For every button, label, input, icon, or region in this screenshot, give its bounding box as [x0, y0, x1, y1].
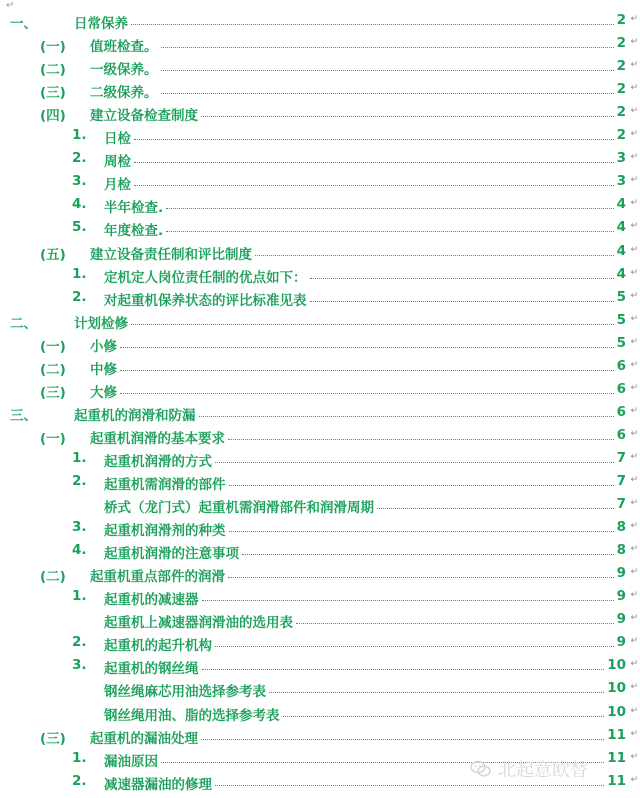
toc-entry[interactable]: [0, 147, 640, 169]
toc-page-number: 4: [616, 265, 626, 282]
paragraph-mark: ↵: [630, 313, 638, 324]
toc-entry[interactable]: [0, 124, 640, 146]
toc-leader-dots: [201, 116, 614, 117]
toc-leader-dots: [166, 208, 614, 209]
toc-entry-number: (五): [40, 246, 66, 263]
toc-entry[interactable]: [0, 78, 640, 100]
toc-entry-title: 年度检查.: [104, 223, 164, 240]
toc-entry-title: 起重机需润滑的部件: [104, 477, 226, 493]
toc-leader-dots: [134, 185, 614, 186]
toc-entry-title: 计划检修: [74, 315, 128, 332]
toc-entry[interactable]: [0, 424, 640, 446]
paragraph-mark: ↵: [630, 382, 638, 393]
toc-entry-number: 3.: [72, 657, 87, 674]
paragraph-mark: ↵: [630, 751, 638, 762]
toc-entry-number: (二): [40, 569, 66, 586]
toc-page-number: 2: [616, 104, 626, 121]
toc-entry-title: 起重机的起升机构: [104, 638, 212, 655]
paragraph-mark: ↵: [630, 728, 638, 739]
toc-entry-number: 2.: [72, 772, 87, 789]
toc-entry-number: (三): [40, 384, 66, 401]
toc-leader-dots: [215, 646, 614, 647]
toc-page-number: 11: [607, 726, 626, 743]
toc-leader-dots: [269, 692, 604, 693]
paragraph-mark: ↵: [630, 405, 638, 416]
toc-page-number: 6: [616, 403, 626, 420]
paragraph-mark: ↵: [630, 60, 638, 71]
paragraph-mark: ↵: [630, 451, 638, 462]
paragraph-mark: ↵: [630, 221, 638, 232]
toc-entry-number: 2.: [72, 150, 87, 167]
toc-entry-title: 起重机重点部件的润滑: [90, 569, 225, 586]
toc-entry[interactable]: [0, 493, 640, 515]
paragraph-mark: ↵: [630, 682, 638, 693]
toc-entry-number: 二、: [10, 315, 37, 332]
paragraph-mark: ↵: [630, 475, 638, 485]
toc-leader-dots: [131, 324, 614, 325]
toc-entry-title: 中修: [90, 361, 117, 378]
toc-entry-number: 3.: [72, 519, 87, 536]
toc-entry[interactable]: [0, 654, 640, 676]
toc-entry[interactable]: [0, 447, 640, 469]
toc-entry-title: 日检: [104, 131, 131, 148]
toc-entry[interactable]: [0, 608, 640, 630]
toc-entry[interactable]: [0, 516, 640, 538]
toc-entry-title: 起重机上减速器润滑油的选用表: [104, 615, 293, 632]
toc-page-number: 5: [616, 311, 626, 328]
toc-entry-number: 三、: [10, 407, 37, 424]
toc-page-number: 10: [607, 657, 626, 674]
toc-leader-dots: [161, 47, 614, 48]
toc-entry-title: 钢丝绳用油、脂的选择参考表: [104, 707, 280, 724]
toc-entry-title: 起重机润滑的注意事项: [104, 546, 239, 563]
toc-page-number: 5: [616, 334, 626, 351]
paragraph-mark: ↵: [630, 498, 638, 509]
toc-entry-number: (二): [40, 361, 66, 378]
toc-leader-dots: [229, 531, 614, 532]
toc-entry-number: 1.: [72, 449, 87, 466]
toc-entry-number: 1.: [72, 127, 87, 144]
toc-entry-title: 起重机润滑的方式: [104, 453, 212, 470]
toc-page-number: 4: [616, 242, 626, 259]
toc-entry-title: 对起重机保养状态的评比标准见表: [104, 292, 307, 309]
toc-leader-dots: [255, 255, 614, 256]
paragraph-mark: ↵: [630, 175, 638, 186]
toc-entry-title: 半年检查.: [104, 200, 164, 217]
toc-leader-dots: [215, 462, 614, 463]
wechat-icon: [470, 760, 492, 778]
toc-entry[interactable]: [0, 332, 640, 354]
toc-page-number: 7: [616, 449, 626, 466]
paragraph-mark: ↵: [630, 544, 638, 555]
toc-page-number: 6: [616, 357, 626, 374]
toc-entry-number: 2.: [72, 634, 87, 651]
toc-leader-dots: [215, 785, 604, 786]
toc-leader-dots: [310, 301, 614, 302]
watermark-text: 北起意欧替: [498, 760, 588, 781]
toc-page-number: 2: [616, 81, 626, 98]
toc-page-number: 7: [616, 473, 626, 489]
paragraph-mark: ↵: [630, 774, 638, 785]
toc-entry[interactable]: [0, 240, 640, 262]
toc-entry-number: 1.: [72, 265, 87, 282]
toc-entry[interactable]: [0, 401, 640, 423]
toc-entry-title: 漏油原因: [104, 753, 158, 770]
toc-leader-dots: [201, 739, 604, 740]
toc-page-number: 11: [607, 772, 626, 789]
toc-page-number: 7: [616, 496, 626, 513]
toc-page-number: 4: [616, 196, 626, 213]
toc-entry[interactable]: [0, 378, 640, 400]
paragraph-mark: ↵: [630, 14, 638, 24]
paragraph-mark: ↵: [630, 152, 638, 163]
toc-leader-dots: [310, 278, 614, 279]
toc-entry[interactable]: [0, 9, 640, 31]
toc-page-number: 9: [616, 634, 626, 651]
toc-entry-title: 一级保养。: [90, 62, 158, 79]
toc-entry-number: 一、: [10, 16, 37, 32]
toc-page-number: 10: [607, 680, 626, 697]
toc-leader-dots: [166, 231, 614, 232]
paragraph-mark: ↵: [630, 336, 638, 347]
toc-page-number: 3: [616, 173, 626, 190]
toc-entry[interactable]: [0, 701, 640, 723]
toc-entry-title: 起重机润滑的基本要求: [90, 430, 225, 447]
toc-entry-title: 值班检查。: [90, 39, 158, 56]
toc-entry[interactable]: [0, 562, 640, 584]
toc-page-number: 3: [616, 150, 626, 167]
paragraph-mark: ↵: [630, 290, 638, 301]
toc-entry-title: 桥式（龙门式）起重机需润滑部件和润滑周期: [104, 500, 374, 517]
toc-entry-title: 减速器漏油的修理: [104, 776, 212, 793]
paragraph-mark: ↵: [630, 359, 638, 370]
watermark: [470, 756, 588, 782]
toc-entry-title: 起重机的钢丝绳: [104, 661, 199, 678]
paragraph-mark: ↵: [6, 0, 15, 11]
paragraph-mark: ↵: [630, 83, 638, 94]
toc-entry[interactable]: [0, 263, 640, 285]
toc-entry[interactable]: [0, 101, 640, 123]
toc-entry-title: 周检: [104, 154, 131, 171]
toc-entry-title: 小修: [90, 338, 117, 355]
toc-entry[interactable]: [0, 470, 640, 492]
toc-page-number: 11: [607, 749, 626, 766]
toc-entry[interactable]: [0, 677, 640, 699]
toc-leader-dots: [120, 370, 614, 371]
toc-leader-dots: [229, 485, 614, 486]
toc-entry-title: 起重机润滑剂的种类: [104, 523, 226, 540]
toc-leader-dots: [202, 669, 604, 670]
toc-page-number: 10: [607, 703, 626, 720]
toc-leader-dots: [296, 623, 614, 624]
paragraph-mark: ↵: [630, 37, 638, 48]
toc-page-number: 8: [616, 519, 626, 536]
toc-entry-number: (一): [40, 338, 66, 355]
toc-entry-number: (三): [40, 85, 66, 102]
toc-entry-number: 1.: [72, 749, 87, 766]
toc-page-number: 4: [616, 219, 626, 236]
toc-entry-title: 月检: [104, 177, 131, 194]
toc-entry-number: 3.: [72, 173, 87, 190]
toc-entry[interactable]: [0, 355, 640, 377]
paragraph-mark: ↵: [630, 428, 638, 439]
toc-leader-dots: [242, 554, 614, 555]
toc-leader-dots: [161, 93, 614, 94]
paragraph-mark: ↵: [630, 705, 638, 716]
toc-entry-number: (一): [40, 39, 66, 56]
toc-page-number: 5: [616, 288, 626, 305]
toc-entry[interactable]: [0, 585, 640, 607]
paragraph-mark: ↵: [630, 521, 638, 532]
toc-entry-title: 大修: [90, 384, 117, 401]
toc-page-number: 6: [616, 426, 626, 443]
toc-leader-dots: [120, 347, 614, 348]
toc-entry[interactable]: [0, 55, 640, 77]
toc-entry[interactable]: [0, 539, 640, 561]
toc-entry-number: 2.: [72, 473, 87, 489]
toc-page-number: 2: [616, 12, 626, 28]
paragraph-mark: ↵: [630, 106, 638, 117]
toc-leader-dots: [283, 716, 604, 717]
toc-entry-number: (三): [40, 730, 66, 747]
toc-entry[interactable]: [0, 309, 640, 331]
toc-entry-number: (一): [40, 430, 66, 447]
toc-entry-number: (二): [40, 62, 66, 79]
paragraph-mark: ↵: [630, 267, 638, 278]
toc-page-number: 2: [616, 35, 626, 52]
toc-entry-title: 建立设备检查制度: [90, 108, 198, 125]
toc-page-number: 2: [616, 58, 626, 75]
toc-entry-title: 日常保养: [74, 16, 128, 32]
toc-entry-number: 4.: [72, 542, 87, 559]
toc-entry-number: 5.: [72, 219, 87, 236]
toc-entry-number: (四): [40, 108, 66, 125]
paragraph-mark: ↵: [630, 129, 638, 140]
toc-entry-number: 4.: [72, 196, 87, 213]
toc-entry-number: 1.: [72, 588, 87, 605]
toc-entry[interactable]: [0, 170, 640, 192]
paragraph-mark: ↵: [630, 567, 638, 578]
toc-entry[interactable]: [0, 724, 640, 746]
toc-entry-title: 建立设备责任制和评比制度: [90, 246, 252, 263]
toc-entry-title: 定机定人岗位责任制的优点如下：: [104, 269, 307, 286]
toc-entry-title: 起重机的漏油处理: [90, 730, 198, 747]
toc-leader-dots: [199, 416, 614, 417]
paragraph-mark: ↵: [630, 198, 638, 209]
toc-entry-title: 二级保养。: [90, 85, 158, 102]
toc-leader-dots: [377, 508, 614, 509]
toc-entry[interactable]: [0, 286, 640, 308]
paragraph-mark: ↵: [630, 659, 638, 670]
toc-entry-title: 起重机的润滑和防漏: [74, 407, 196, 424]
toc-leader-dots: [134, 139, 614, 140]
toc-page-number: 6: [616, 380, 626, 397]
toc-entry[interactable]: [0, 193, 640, 215]
toc-page-number: 9: [616, 565, 626, 582]
toc-entry-number: 2.: [72, 288, 87, 305]
toc-entry-title: 钢丝绳麻芯用油选择参考表: [104, 684, 266, 701]
paragraph-mark: ↵: [630, 613, 638, 624]
toc-page-number: 9: [616, 611, 626, 628]
toc-leader-dots: [134, 162, 614, 163]
toc-page-number: 8: [616, 542, 626, 559]
toc-entry[interactable]: [0, 631, 640, 653]
toc-leader-dots: [228, 577, 614, 578]
toc-page-number: 9: [616, 588, 626, 605]
toc-leader-dots: [131, 24, 614, 25]
paragraph-mark: ↵: [630, 636, 638, 647]
toc-entry[interactable]: [0, 216, 640, 238]
toc-leader-dots: [161, 70, 614, 71]
toc-leader-dots: [120, 393, 614, 394]
paragraph-mark: ↵: [630, 244, 638, 255]
toc-leader-dots: [202, 600, 614, 601]
toc-entry-title: 起重机的减速器: [104, 592, 199, 609]
toc-leader-dots: [228, 439, 614, 440]
toc-page-number: 2: [616, 127, 626, 144]
paragraph-mark: ↵: [630, 590, 638, 601]
toc-entry[interactable]: [0, 32, 640, 54]
